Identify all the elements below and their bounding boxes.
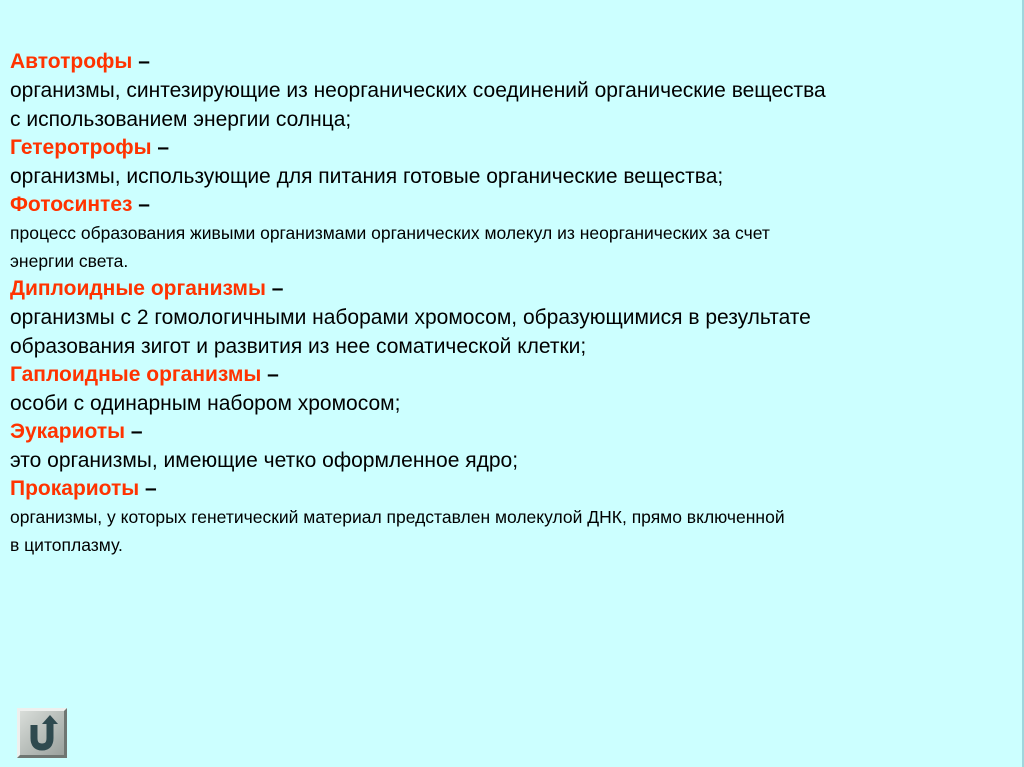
term-heading [10, 134, 1022, 162]
definition-line: это организмы, имеющие четко оформленное ядро; [10, 449, 519, 472]
definition-line: в цитоплазму. [10, 535, 123, 555]
term-heading [10, 275, 1022, 303]
definition-line: образования зигот и развития из нее соматической клетки; [10, 335, 587, 358]
term-dash: – [261, 363, 279, 386]
term-label: Эукариоты [10, 420, 126, 443]
term-heading [10, 48, 1022, 76]
definitions-list [10, 48, 1022, 559]
definition-line: организмы, у которых генетический материал представлен молекулой ДНК, прямо включенной [10, 507, 785, 527]
definition-prokaryotes [10, 475, 1022, 559]
term-heading [10, 418, 1022, 446]
back-button[interactable] [17, 708, 67, 758]
definition-eukaryotes [10, 418, 1022, 475]
definition-line: особи с одинарным набором хромосом; [10, 392, 401, 415]
definition-line: организмы, использующие для питания готовые органические вещества; [10, 165, 724, 188]
term-dash: – [265, 277, 284, 300]
term-heading [10, 475, 1022, 503]
term-label: Прокариоты [10, 477, 140, 500]
definition-autotrophs [10, 48, 1022, 134]
term-dash: – [139, 477, 157, 500]
term-label: Гаплоидные организмы [10, 363, 262, 386]
definition-line: энергии света. [10, 251, 129, 271]
term-label: Автотрофы [10, 50, 133, 73]
term-label: Диплоидные организмы [10, 277, 266, 300]
term-dash: – [125, 420, 143, 443]
definition-line: организмы с 2 гомологичными наборами хромосом, образующимися в результате [10, 306, 811, 329]
term-dash: – [132, 193, 150, 216]
term-heading [10, 361, 1022, 389]
u-turn-back-icon [20, 711, 64, 755]
term-label: Фотосинтез [10, 193, 133, 216]
definition-line: с использованием энергии солнца; [10, 108, 352, 131]
definition-haploid-organisms [10, 361, 1022, 418]
definition-line: организмы, синтезирующие из неорганических соединений органические вещества [10, 79, 826, 102]
definition-diploid-organisms [10, 275, 1022, 361]
definition-line: процесс образования живыми организмами органических молекул из неорганических за счет [10, 223, 770, 243]
term-dash: – [132, 50, 150, 73]
term-label: Гетеротрофы [10, 136, 152, 159]
term-dash: – [151, 136, 170, 159]
term-heading [10, 191, 1022, 219]
definition-heterotrophs [10, 134, 1022, 191]
definition-photosynthesis [10, 191, 1022, 275]
